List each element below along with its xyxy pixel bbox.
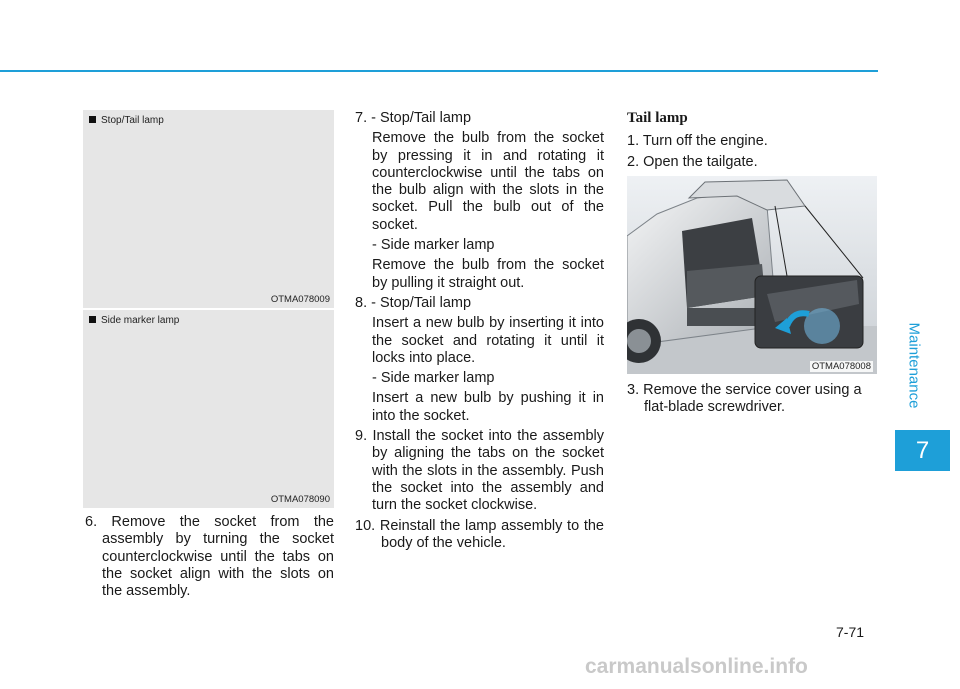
step-8: 8. - Stop/Tail lamp <box>355 294 472 311</box>
bullet-square-icon <box>89 116 96 123</box>
step-2: 2. Open the tailgate. <box>627 153 758 170</box>
column-3-text-lower <box>627 382 877 420</box>
step-7: 7. - Stop/Tail lamp <box>355 110 472 126</box>
step-6: 6. Remove the socket from the assembly by turning the socket counterclockwise until the tabs on the socket align with the slots on the assembly. <box>85 514 334 600</box>
step-8-sub-body: Insert a new bulb by pushing it in into the socket. <box>372 390 604 424</box>
figure-caption: Side marker lamp <box>89 315 179 326</box>
tailgate-photo <box>627 176 877 374</box>
section-tab-label: Maintenance <box>905 322 923 408</box>
figure-code: OTMA078009 <box>270 294 330 305</box>
column-3-text <box>627 110 877 174</box>
stop-tail-lamp-figure <box>83 110 334 308</box>
suv-open-tailgate-illustration <box>627 176 877 374</box>
section-heading: Tail lamp <box>627 110 688 126</box>
step-1: 1. Turn off the engine. <box>627 133 768 150</box>
step-7-sub: - Side marker lamp <box>372 237 495 254</box>
watermark-logo: carmanualsonline.info <box>585 655 808 678</box>
step-8-sub: - Side marker lamp <box>372 370 495 387</box>
step-8-body: Insert a new bulb by inserting it into the socket and rotating it until it locks into place. <box>372 315 604 366</box>
figure-caption: Stop/Tail lamp <box>89 115 164 126</box>
figure-code: OTMA078090 <box>270 494 330 505</box>
step-10: 10. Reinstall the lamp assembly to the body of the vehicle. <box>355 517 604 551</box>
column-1-text <box>85 514 334 603</box>
chapter-number-box: 7 <box>895 430 950 471</box>
page-number: 7-71 <box>836 624 865 640</box>
side-marker-lamp-figure <box>83 310 334 508</box>
column-2-text <box>355 110 604 555</box>
step-7-body: Remove the bulb from the socket by pressing it in and rotating it counterclockwise until the tabs on the bulb align with the slots in the socket. Pull the bulb out of the socket. <box>372 130 604 233</box>
figure-code: OTMA078008 <box>811 361 871 372</box>
step-3: 3. Remove the service cover using a flat-blade screwdriver. <box>627 382 862 416</box>
step-9: 9. Install the socket into the assembly by aligning the tabs on the socket with the slots in the assembly. Push the socket into the assembly and turn the socket clockwise. <box>355 428 604 514</box>
step-7-sub-body: Remove the bulb from the socket by pulling it straight out. <box>372 257 604 291</box>
bullet-square-icon <box>89 316 96 323</box>
header-rule <box>0 70 878 72</box>
